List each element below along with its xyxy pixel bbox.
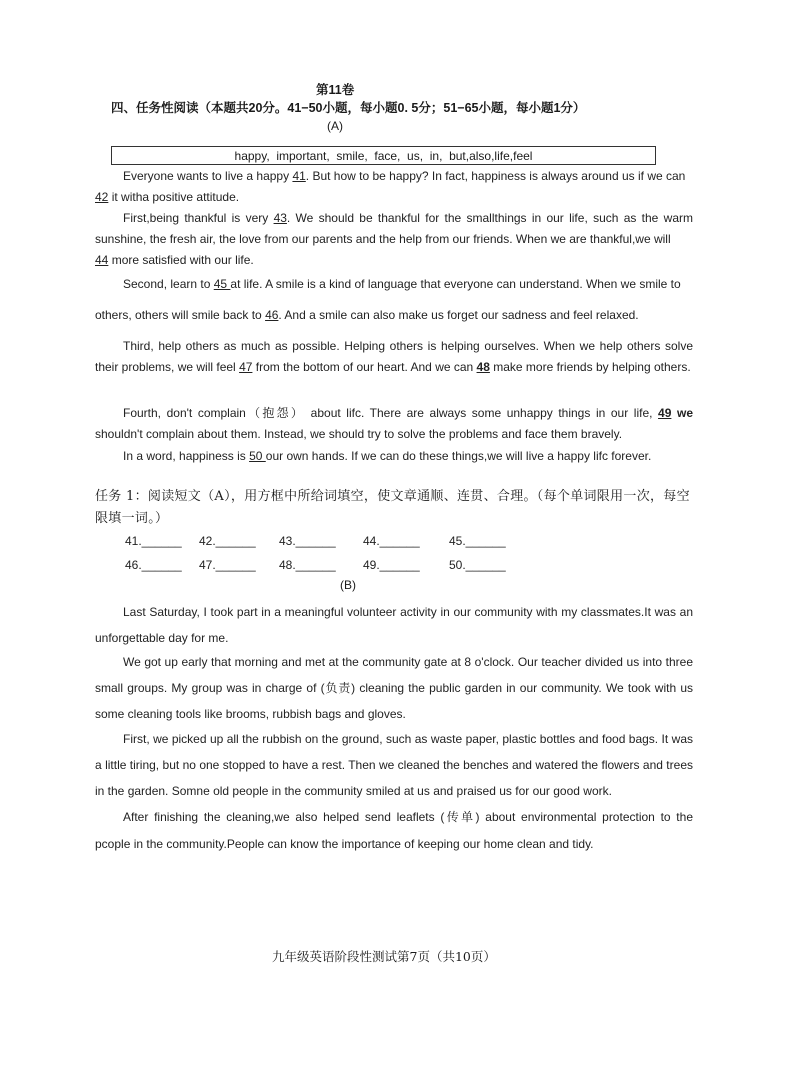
blank-50: 50 — [249, 449, 266, 463]
answer-48[interactable]: 48.______ — [279, 558, 336, 572]
answer-45[interactable]: 45.______ — [449, 534, 506, 548]
word-box-text: happy, important, smile, face, us, in, but,also,life,feel — [234, 149, 533, 163]
text: Third, help others as much as possible. Helping others is helping ourselves. When we help others solve their problems, we will feel — [95, 339, 693, 374]
text: Last Saturday, I took part in a meaningful volunteer activity in our community with my classmates.It was an unforgettable day for me. — [95, 605, 693, 645]
blank-49: 49 — [658, 406, 672, 420]
answer-50[interactable]: 50.______ — [449, 558, 506, 572]
passage-a-paragraph-2 — [95, 208, 693, 271]
word-box — [111, 146, 656, 165]
text: After finishing the cleaning,we also helped send leaflets (传单) about environmental protection to the pcople in the community.People can know the importance of keeping our home clean and tidy. — [95, 810, 693, 851]
text: . We should be thankful for the smallthings in our life, such as the warm sunshine, the fresh air, the love from our parents and the help from our friends. When we are thankful,we will — [95, 211, 693, 246]
passage-a-paragraph-5 — [95, 403, 693, 445]
blank-44: 44 — [95, 253, 109, 267]
answer-46[interactable]: 46.______ — [125, 558, 182, 572]
blank-41: 41 — [292, 169, 306, 183]
volume-label: 第11卷 — [316, 83, 355, 97]
blank-45: 45 — [213, 277, 231, 291]
answer-49[interactable]: 49.______ — [363, 558, 420, 572]
blank-46: 46 — [265, 308, 279, 322]
passage-a-label: (A) — [327, 119, 343, 133]
text: First,being thankful is very — [123, 211, 274, 225]
text: we — [671, 406, 693, 420]
text: from the bottom of our heart. And we can — [252, 360, 477, 374]
text: We got up early that morning and met at the community gate at 8 o'clock. Our teacher divided us into three small groups. My group was in charge of (负责) cleaning the public garden in our community. We took with us some cleaning tools like brooms, rubbish bags and gloves. — [95, 655, 693, 721]
blank-47: 47 — [239, 360, 253, 374]
text: others, others will smile back to — [95, 308, 266, 322]
text: at life. A smile is a kind of language that everyone can understand. When we smile to — [230, 277, 681, 291]
text: more satisfied with our life. — [108, 253, 254, 267]
section-title: 四、任务性阅读（本题共20分。41−50小题，每小题0. 5分；51−65小题，每小题1分） — [111, 101, 586, 115]
passage-a-paragraph-6 — [95, 446, 693, 467]
text: . But how to be happy? In fact, happiness is always around us if we can — [305, 169, 686, 183]
task-1-instruction: 任务 1：阅读短文（A），用方框中所给词填空，使文章通顺、连贯、合理。（每个单词限用一次，每空限填一词。） — [95, 489, 690, 526]
passage-a-paragraph-3a — [95, 274, 693, 295]
passage-b-paragraph-3 — [95, 726, 693, 804]
blank-42: 42 — [95, 190, 109, 204]
passage-b-paragraph-1 — [95, 600, 693, 651]
answer-43[interactable]: 43.______ — [279, 534, 336, 548]
answer-44[interactable]: 44.______ — [363, 534, 420, 548]
answer-47[interactable]: 47.______ — [199, 558, 256, 572]
passage-b-paragraph-4 — [95, 804, 693, 858]
answer-41[interactable]: 41.______ — [125, 534, 182, 548]
passage-a-paragraph-4 — [95, 336, 693, 378]
text: shouldn't complain about them. Instead, we should try to solve the problems and face them bravely. — [95, 427, 623, 441]
text: First, we picked up all the rubbish on the ground, such as waste paper, plastic bottles and food bags. It was a little tiring, but no one stopped to have a rest. Then we cleaned the benches and watered the flowers and trees in the garden. Somne old people in the community smiled at us and praised us for our good work. — [95, 732, 693, 798]
blank-48: 48 — [476, 360, 490, 374]
text: . And a smile can also make us forget our sadness and feel relaxed. — [278, 308, 639, 322]
text: Everyone wants to live a happy — [123, 169, 293, 183]
text: In a word, happiness is — [123, 449, 250, 463]
passage-b-paragraph-2 — [95, 649, 693, 727]
text: Fourth, don't complain（抱怨） about lifc. There are always some unhappy things in our life, — [123, 406, 659, 420]
text: Second, learn to — [123, 277, 214, 291]
passage-a-paragraph-3b — [95, 305, 693, 326]
blank-43: 43 — [273, 211, 287, 225]
text: make more friends by helping others. — [489, 360, 691, 374]
text: our own hands. If we can do these things,we will live a happy lifc forever. — [265, 449, 652, 463]
page-footer: 九年级英语阶段性测试第7页（共10页） — [272, 949, 496, 964]
passage-a-paragraph-1 — [95, 166, 693, 208]
passage-b-label: (B) — [340, 578, 356, 592]
answer-42[interactable]: 42.______ — [199, 534, 256, 548]
text: it witha positive attitude. — [108, 190, 240, 204]
